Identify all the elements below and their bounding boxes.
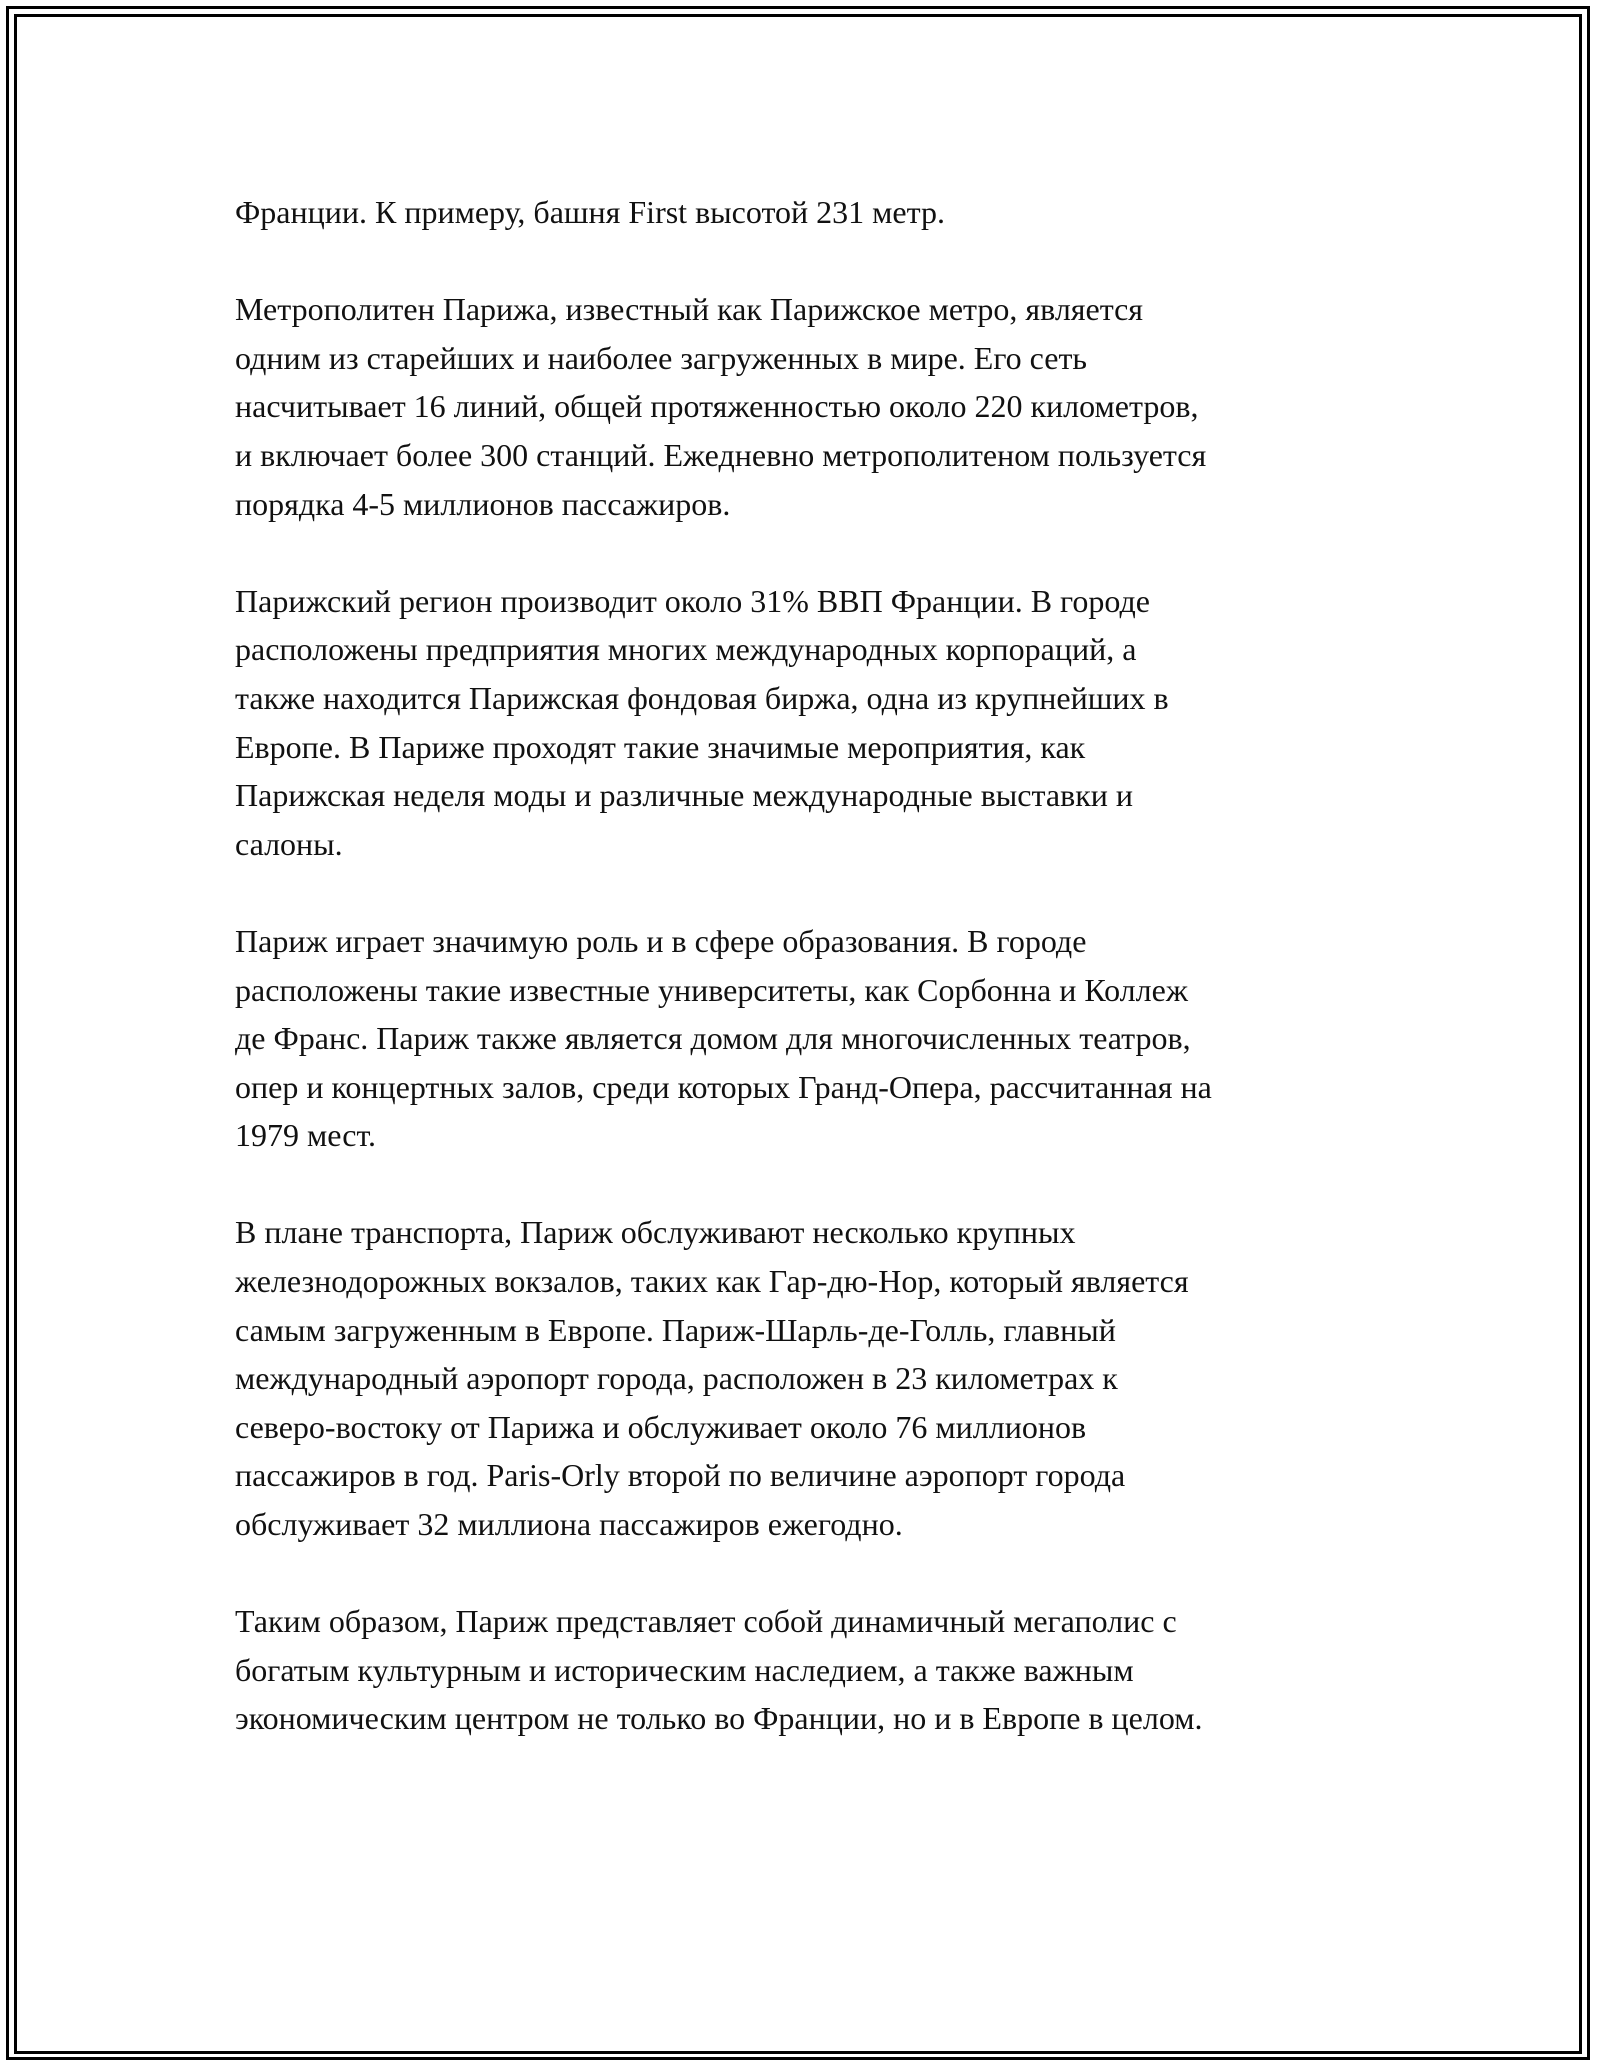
- text-line: Метрополитен Парижа, известный как Парижское метро, является: [235, 291, 1144, 328]
- text-line: северо-востоку от Парижа и обслуживает около 76 миллионов: [235, 1408, 1087, 1445]
- text-line: насчитывает 16 линий, общей протяженностью около 220 километров,: [235, 388, 1199, 425]
- text-line: расположены такие известные университеты, как Сорбонна и Коллеж: [235, 971, 1188, 1008]
- text-line: богатым культурным и историческим наследием, а также важным: [235, 1651, 1134, 1688]
- text-line: порядка 4-5 миллионов пассажиров.: [235, 485, 731, 522]
- text-line: Парижская неделя моды и различные международные выставки и: [235, 777, 1133, 814]
- text-line: 1979 мест.: [235, 1117, 377, 1154]
- paragraph-eiffel-first: [235, 188, 1395, 237]
- text-line: обслуживает 32 миллиона пассажиров ежегодно.: [235, 1506, 903, 1543]
- text-line: также находится Парижская фондовая биржа, одна из крупнейших в: [235, 679, 1169, 716]
- document-body: [235, 188, 1395, 1792]
- text-line: В плане транспорта, Париж обслуживают несколько крупных: [235, 1214, 1076, 1251]
- paragraph-metro: [235, 285, 1395, 528]
- paragraph-economy: [235, 577, 1395, 869]
- text-line: Парижский регион производит около 31% ВВП Франции. В городе: [235, 582, 1150, 619]
- text-line: Франции. К примеру, башня First высотой 231 метр.: [235, 194, 945, 230]
- text-line: Париж играет значимую роль и в сфере образования. В городе: [235, 922, 1087, 959]
- text-line: де Франс. Париж также является домом для многочисленных театров,: [235, 1020, 1191, 1057]
- paragraph-education: [235, 917, 1395, 1160]
- paragraph-conclusion: [235, 1597, 1395, 1743]
- text-line: экономическим центром не только во Франции, но и в Европе в целом.: [235, 1700, 1203, 1737]
- text-line: пассажиров в год. Paris-Orly второй по величине аэропорт города: [235, 1457, 1126, 1494]
- text-line: салоны.: [235, 825, 343, 862]
- text-line: опер и концертных залов, среди которых Гранд-Опера, рассчитанная на: [235, 1068, 1212, 1105]
- text-line: международный аэропорт города, расположен в 23 километрах к: [235, 1360, 1118, 1397]
- text-line: железнодорожных вокзалов, таких как Гар-дю-Нор, который является: [235, 1263, 1189, 1300]
- text-line: самым загруженным в Европе. Париж-Шарль-де-Голль, главный: [235, 1311, 1116, 1348]
- paragraph-transport: [235, 1208, 1395, 1548]
- text-line: расположены предприятия многих международных корпораций, а: [235, 631, 1137, 668]
- text-line: Таким образом, Париж представляет собой динамичный мегаполис с: [235, 1603, 1177, 1640]
- text-line: и включает более 300 станций. Ежедневно метрополитеном пользуется: [235, 436, 1207, 473]
- text-line: Европе. В Париже проходят такие значимые мероприятия, как: [235, 728, 1086, 765]
- text-line: одним из старейших и наиболее загруженных в мире. Его сеть: [235, 339, 1088, 376]
